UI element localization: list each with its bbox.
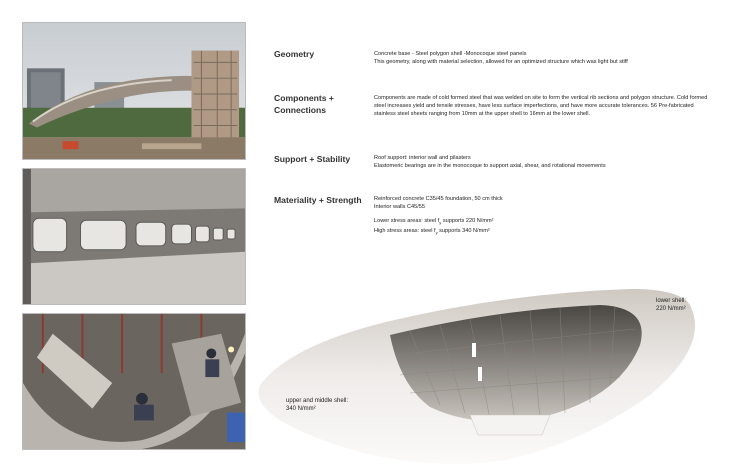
section-body	[374, 154, 714, 170]
section-body	[374, 50, 714, 66]
section-line: Components are made of cold formed steel that was welded on site to form the vertical rib sections and polygon structure. Cold formed steel increases yield and tensile stresses, have less surface imperfections, and have more accurate tolerances. 56 Pre-fabricated stainless steel sheets ranging from 10mm at the upper shell to 16mm at the lower shell.	[374, 95, 708, 117]
high-stress-line: High stress areas: steel $f_y$ supports 340 N/mm²	[374, 228, 490, 236]
label-line: lower shell:	[656, 298, 687, 304]
section-line: This geometry, along with material selection, allowed for an optimized structure which was light but stiff	[374, 59, 628, 65]
monocoque-shell-diagram	[250, 285, 720, 473]
label-line: 220 N/mm²	[656, 306, 686, 312]
section-title: Components + Connections	[274, 93, 334, 115]
section-body	[374, 94, 714, 118]
section-line: Interior walls C45/55	[374, 204, 425, 210]
section-title: Support + Stability	[274, 154, 351, 164]
section-line: Roof support: interior wall and pilasters	[374, 155, 471, 161]
interior-ribs-photo	[22, 168, 246, 305]
section-line: Concrete base - Steel polygon shell -Monocoque steel panels	[374, 51, 527, 57]
lower-stress-line: Lower stress areas: steel $f_y$ supports 220 N/mm²	[374, 218, 494, 226]
welding-photo	[22, 313, 246, 450]
section-title: Materiality + Strength	[274, 195, 362, 205]
section-line: Elastomeric bearings are in the monocoque to support axial, shear, and rotational movements	[374, 163, 606, 169]
section-line: Reinforced concrete C35/45 foundation, 50 cm thick	[374, 196, 503, 202]
section-title: Geometry	[274, 49, 315, 59]
upper-shell-label	[286, 397, 348, 413]
section-body	[374, 195, 714, 237]
lower-shell-label	[656, 297, 686, 313]
exterior-construction-photo	[22, 22, 246, 160]
label-line: 340 N/mm²	[286, 406, 316, 412]
label-line: upper and middle shell:	[286, 398, 349, 404]
